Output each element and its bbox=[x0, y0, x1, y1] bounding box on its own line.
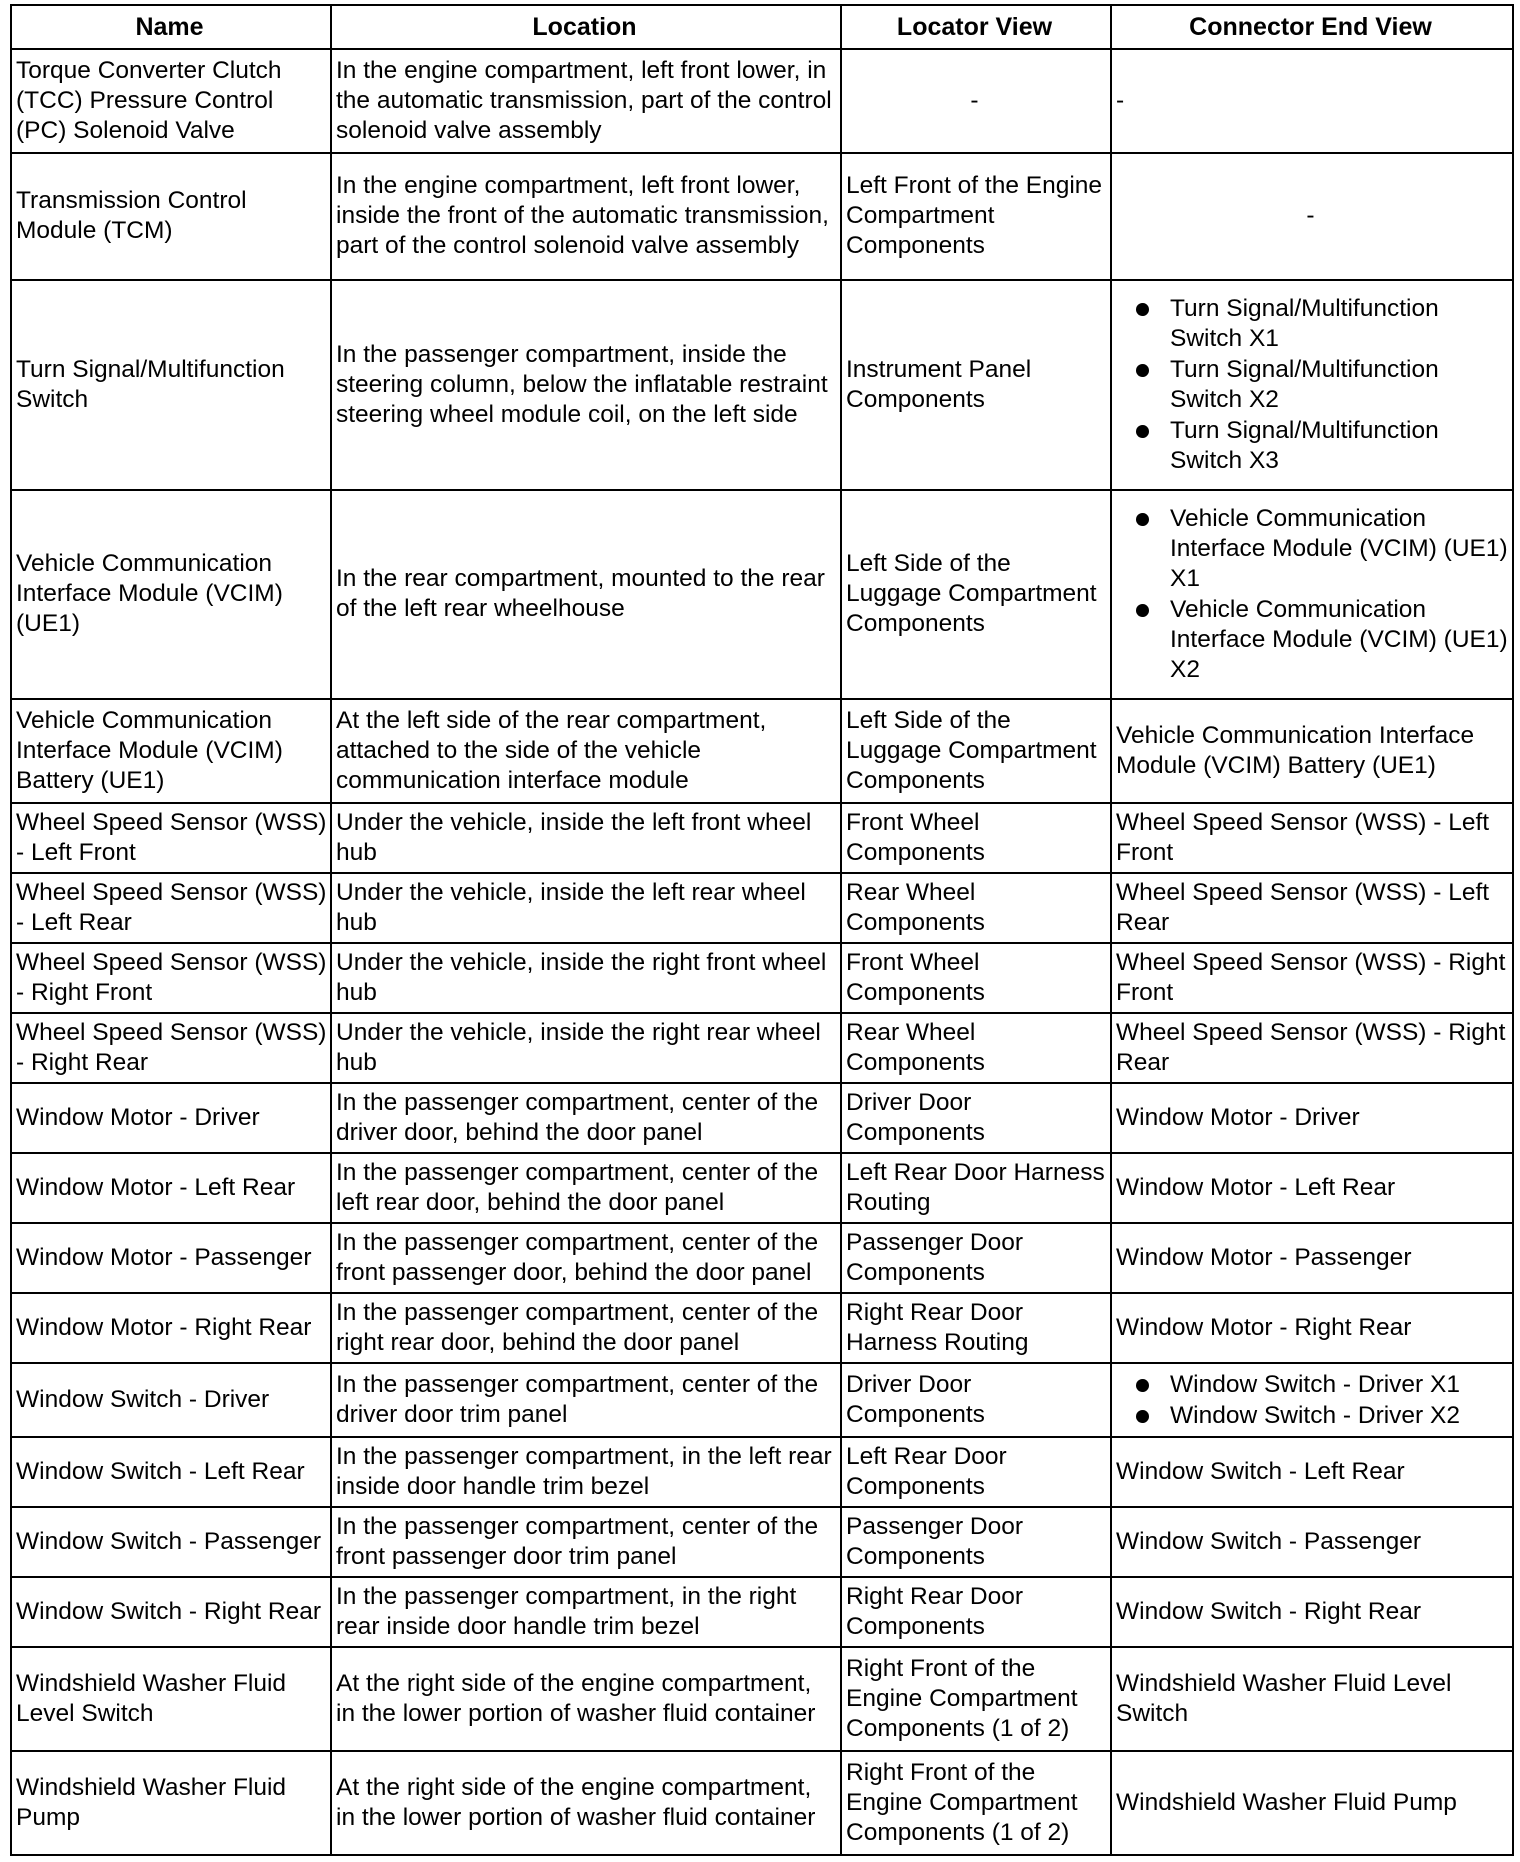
table-row bbox=[11, 49, 1513, 153]
connector-list bbox=[1116, 294, 1509, 476]
cell-locator-view: Rear Wheel Components bbox=[841, 873, 1111, 943]
cell-location: In the passenger compartment, inside the steering column, below the inflatable restraint steering wheel module coil, on the left side bbox=[331, 280, 841, 490]
cell-location: At the right side of the engine compartment, in the lower portion of washer fluid container bbox=[331, 1751, 841, 1855]
table-row bbox=[11, 1153, 1513, 1223]
connector-list-text: Turn Signal/Multifunction Switch X3 bbox=[1170, 416, 1439, 474]
bullet-icon bbox=[1136, 425, 1149, 438]
cell-connector-end-view: Window Switch - Right Rear bbox=[1111, 1577, 1513, 1647]
cell-locator-view: Passenger Door Components bbox=[841, 1507, 1111, 1577]
cell-name: Wheel Speed Sensor (WSS) - Right Rear bbox=[11, 1013, 331, 1083]
component-locator-table bbox=[10, 4, 1514, 1856]
table-row bbox=[11, 1083, 1513, 1153]
connector-list-text: Turn Signal/Multifunction Switch X2 bbox=[1170, 355, 1439, 413]
table-row bbox=[11, 1507, 1513, 1577]
cell-location: Under the vehicle, inside the right rear wheel hub bbox=[331, 1013, 841, 1083]
bullet-icon bbox=[1136, 303, 1149, 316]
cell-locator-view: Front Wheel Components bbox=[841, 943, 1111, 1013]
cell-locator-view: Passenger Door Components bbox=[841, 1223, 1111, 1293]
header-connector-end-view: Connector End View bbox=[1111, 5, 1513, 49]
header-row bbox=[11, 5, 1513, 49]
cell-name: Wheel Speed Sensor (WSS) - Right Front bbox=[11, 943, 331, 1013]
cell-connector-end-view bbox=[1111, 1363, 1513, 1436]
table-row bbox=[11, 943, 1513, 1013]
header-location: Location bbox=[331, 5, 841, 49]
table-row bbox=[11, 1437, 1513, 1507]
cell-locator-view: - bbox=[841, 49, 1111, 153]
table-row bbox=[11, 1363, 1513, 1436]
cell-location: In the passenger compartment, center of the front passenger door trim panel bbox=[331, 1507, 841, 1577]
cell-connector-end-view: Windshield Washer Fluid Level Switch bbox=[1111, 1647, 1513, 1751]
connector-list bbox=[1116, 504, 1509, 685]
cell-location: In the passenger compartment, center of the right rear door, behind the door panel bbox=[331, 1293, 841, 1363]
cell-name: Wheel Speed Sensor (WSS) - Left Rear bbox=[11, 873, 331, 943]
cell-name: Turn Signal/Multifunction Switch bbox=[11, 280, 331, 490]
cell-location: In the passenger compartment, center of the driver door, behind the door panel bbox=[331, 1083, 841, 1153]
cell-location: In the passenger compartment, in the left rear inside door handle trim bezel bbox=[331, 1437, 841, 1507]
cell-connector-end-view: Vehicle Communication Interface Module (VCIM) Battery (UE1) bbox=[1111, 699, 1513, 803]
cell-name: Window Motor - Left Rear bbox=[11, 1153, 331, 1223]
table-row bbox=[11, 1751, 1513, 1855]
cell-locator-view: Right Front of the Engine Compartment Components (1 of 2) bbox=[841, 1647, 1111, 1751]
cell-locator-view: Driver Door Components bbox=[841, 1363, 1111, 1436]
connector-list-item bbox=[1136, 416, 1509, 476]
table-row bbox=[11, 280, 1513, 490]
cell-connector-end-view: Wheel Speed Sensor (WSS) - Left Front bbox=[1111, 803, 1513, 873]
cell-name: Window Switch - Driver bbox=[11, 1363, 331, 1436]
connector-list-item bbox=[1136, 504, 1509, 594]
cell-locator-view: Left Front of the Engine Compartment Components bbox=[841, 153, 1111, 280]
cell-name: Torque Converter Clutch (TCC) Pressure Control (PC) Solenoid Valve bbox=[11, 49, 331, 153]
cell-locator-view: Front Wheel Components bbox=[841, 803, 1111, 873]
cell-connector-end-view bbox=[1111, 490, 1513, 699]
cell-locator-view: Right Front of the Engine Compartment Components (1 of 2) bbox=[841, 1751, 1111, 1855]
connector-list-text: Vehicle Communication Interface Module (VCIM) (UE1) X1 bbox=[1170, 504, 1508, 592]
bullet-icon bbox=[1136, 1379, 1149, 1392]
cell-locator-view: Left Side of the Luggage Compartment Components bbox=[841, 699, 1111, 803]
cell-locator-view: Left Side of the Luggage Compartment Components bbox=[841, 490, 1111, 699]
connector-list-item bbox=[1136, 595, 1509, 685]
cell-name: Wheel Speed Sensor (WSS) - Left Front bbox=[11, 803, 331, 873]
cell-locator-view: Right Rear Door Harness Routing bbox=[841, 1293, 1111, 1363]
table-row bbox=[11, 490, 1513, 699]
cell-connector-end-view: Window Motor - Passenger bbox=[1111, 1223, 1513, 1293]
cell-connector-end-view: Window Motor - Driver bbox=[1111, 1083, 1513, 1153]
cell-location: In the passenger compartment, center of the left rear door, behind the door panel bbox=[331, 1153, 841, 1223]
header-name: Name bbox=[11, 5, 331, 49]
connector-list-item bbox=[1136, 1370, 1509, 1400]
cell-name: Window Switch - Passenger bbox=[11, 1507, 331, 1577]
cell-locator-view: Right Rear Door Components bbox=[841, 1577, 1111, 1647]
cell-name: Windshield Washer Fluid Level Switch bbox=[11, 1647, 331, 1751]
bullet-icon bbox=[1136, 513, 1149, 526]
cell-connector-end-view: Window Motor - Left Rear bbox=[1111, 1153, 1513, 1223]
cell-locator-view: Left Rear Door Components bbox=[841, 1437, 1111, 1507]
connector-list-text: Vehicle Communication Interface Module (VCIM) (UE1) X2 bbox=[1170, 595, 1508, 683]
table-row bbox=[11, 803, 1513, 873]
table-row bbox=[11, 153, 1513, 280]
cell-name: Transmission Control Module (TCM) bbox=[11, 153, 331, 280]
cell-name: Window Motor - Passenger bbox=[11, 1223, 331, 1293]
cell-location: In the passenger compartment, center of the front passenger door, behind the door panel bbox=[331, 1223, 841, 1293]
cell-location: Under the vehicle, inside the right front wheel hub bbox=[331, 943, 841, 1013]
cell-location: In the engine compartment, left front lower, in the automatic transmission, part of the control solenoid valve assembly bbox=[331, 49, 841, 153]
cell-locator-view: Rear Wheel Components bbox=[841, 1013, 1111, 1083]
table-row bbox=[11, 873, 1513, 943]
cell-connector-end-view: Window Switch - Left Rear bbox=[1111, 1437, 1513, 1507]
cell-location: At the right side of the engine compartment, in the lower portion of washer fluid container bbox=[331, 1647, 841, 1751]
bullet-icon bbox=[1136, 1410, 1149, 1423]
bullet-icon bbox=[1136, 604, 1149, 617]
cell-connector-end-view: Wheel Speed Sensor (WSS) - Left Rear bbox=[1111, 873, 1513, 943]
connector-list-item bbox=[1136, 1401, 1509, 1431]
cell-connector-end-view: Window Switch - Passenger bbox=[1111, 1507, 1513, 1577]
connector-list-text: Turn Signal/Multifunction Switch X1 bbox=[1170, 294, 1439, 352]
bullet-icon bbox=[1136, 364, 1149, 377]
connector-list-text: Window Switch - Driver X2 bbox=[1170, 1401, 1460, 1429]
cell-connector-end-view: Window Motor - Right Rear bbox=[1111, 1293, 1513, 1363]
cell-locator-view: Driver Door Components bbox=[841, 1083, 1111, 1153]
connector-list-item bbox=[1136, 294, 1509, 354]
cell-connector-end-view bbox=[1111, 280, 1513, 490]
cell-connector-end-view: Wheel Speed Sensor (WSS) - Right Rear bbox=[1111, 1013, 1513, 1083]
connector-list-text: Window Switch - Driver X1 bbox=[1170, 1370, 1460, 1398]
cell-locator-view: Left Rear Door Harness Routing bbox=[841, 1153, 1111, 1223]
table-row bbox=[11, 699, 1513, 803]
table-row bbox=[11, 1293, 1513, 1363]
cell-location: In the rear compartment, mounted to the rear of the left rear wheelhouse bbox=[331, 490, 841, 699]
cell-connector-end-view: - bbox=[1111, 49, 1513, 153]
table-row bbox=[11, 1013, 1513, 1083]
cell-connector-end-view: Wheel Speed Sensor (WSS) - Right Front bbox=[1111, 943, 1513, 1013]
cell-name: Vehicle Communication Interface Module (VCIM) (UE1) bbox=[11, 490, 331, 699]
cell-connector-end-view: Windshield Washer Fluid Pump bbox=[1111, 1751, 1513, 1855]
cell-name: Windshield Washer Fluid Pump bbox=[11, 1751, 331, 1855]
component-locator-table-container bbox=[10, 4, 1512, 1856]
cell-location: In the engine compartment, left front lower, inside the front of the automatic transmission, part of the control solenoid valve assembly bbox=[331, 153, 841, 280]
connector-list-item bbox=[1136, 355, 1509, 415]
cell-location: In the passenger compartment, center of the driver door trim panel bbox=[331, 1363, 841, 1436]
connector-list bbox=[1116, 1370, 1509, 1431]
cell-name: Window Motor - Driver bbox=[11, 1083, 331, 1153]
cell-name: Window Switch - Left Rear bbox=[11, 1437, 331, 1507]
table-row bbox=[11, 1647, 1513, 1751]
table-row bbox=[11, 1223, 1513, 1293]
header-locator-view: Locator View bbox=[841, 5, 1111, 49]
table-row bbox=[11, 1577, 1513, 1647]
cell-name: Window Switch - Right Rear bbox=[11, 1577, 331, 1647]
cell-location: In the passenger compartment, in the right rear inside door handle trim bezel bbox=[331, 1577, 841, 1647]
cell-location: Under the vehicle, inside the left rear wheel hub bbox=[331, 873, 841, 943]
cell-location: At the left side of the rear compartment, attached to the side of the vehicle communication interface module bbox=[331, 699, 841, 803]
cell-name: Vehicle Communication Interface Module (VCIM) Battery (UE1) bbox=[11, 699, 331, 803]
cell-location: Under the vehicle, inside the left front wheel hub bbox=[331, 803, 841, 873]
cell-locator-view: Instrument Panel Components bbox=[841, 280, 1111, 490]
cell-connector-end-view: - bbox=[1111, 153, 1513, 280]
cell-name: Window Motor - Right Rear bbox=[11, 1293, 331, 1363]
